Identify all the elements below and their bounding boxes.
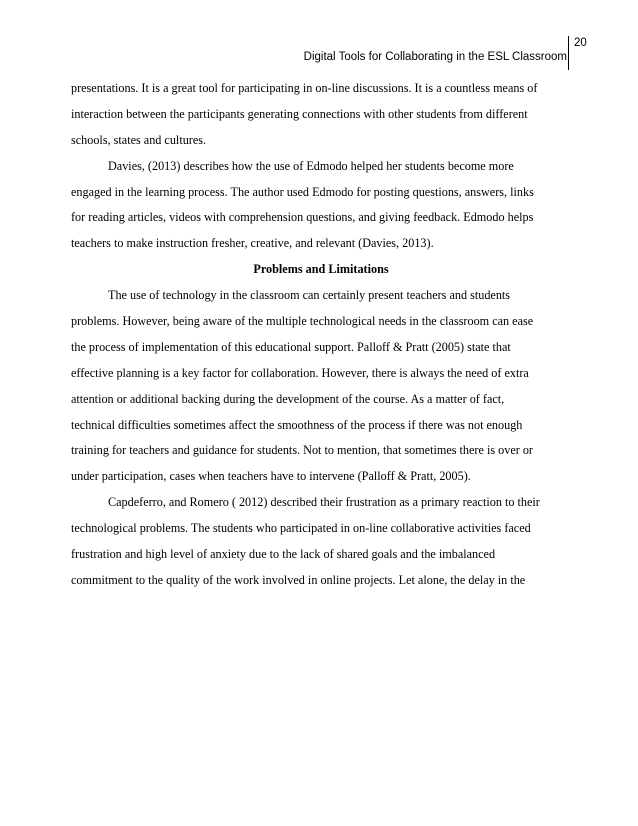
text-line: engaged in the learning process. The author used Edmodo for posting questions, answers, links: [71, 184, 534, 199]
running-head: Digital Tools for Collaborating in the ESL Classroom: [303, 51, 567, 63]
paragraph-first-line: Davies, (2013) describes how the use of Edmodo helped her students become more: [108, 158, 514, 173]
text-line: presentations. It is a great tool for participating in on-line discussions. It is a countless means of: [71, 81, 538, 95]
text-line: effective planning is a key factor for collaboration. However, there is always the need of extra: [71, 365, 529, 380]
text-line: technological problems. The students who participated in on-line collaborative activities faced: [71, 521, 531, 536]
text-line: teachers to make instruction fresher, creative, and relevant (Davies, 2013).: [71, 236, 434, 251]
text-line: attention or additional backing during the development of the course. As a matter of fact,: [71, 391, 505, 406]
text-line: problems. However, being aware of the multiple technological needs in the classroom can ease: [71, 314, 534, 329]
text-line: schools, states and cultures.: [71, 132, 207, 147]
header-divider: [568, 36, 569, 70]
text-line: for reading articles, videos with comprehension questions, and giving feedback. Edmodo helps: [71, 210, 534, 225]
text-line: commitment to the quality of the work involved in online projects. Let alone, the delay in the: [71, 572, 526, 587]
section-heading: Problems and Limitations: [253, 262, 389, 277]
body-text: [71, 76, 571, 594]
paragraph-first-line: Capdeferro, and Romero ( 2012) described their frustration as a primary reaction to their: [108, 495, 540, 510]
page-number: 20: [574, 37, 587, 49]
paragraph-first-line: The use of technology in the classroom can certainly present teachers and students: [108, 288, 511, 303]
text-line: frustration and high level of anxiety due to the lack of shared goals and the imbalanced: [71, 547, 496, 562]
text-line: technical difficulties sometimes affect the smoothness of the process if there was not enough: [71, 417, 523, 432]
text-line: training for teachers and guidance for students. Not to mention, that sometimes there is over or: [71, 443, 533, 458]
text-line: under participation, cases when teachers have to intervene (Palloff & Pratt, 2005).: [71, 469, 471, 484]
text-line: interaction between the participants generating connections with other students from different: [71, 106, 528, 121]
text-line: the process of implementation of this educational support. Palloff & Pratt (2005) state that: [71, 339, 511, 354]
